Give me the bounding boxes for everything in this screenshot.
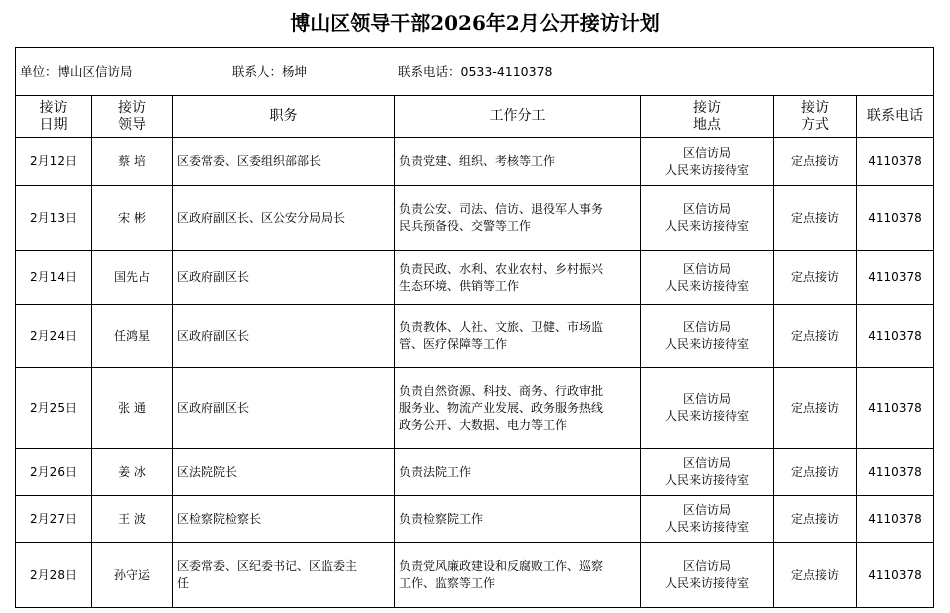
date-cell: 2月13日 — [16, 186, 92, 251]
table-row — [16, 305, 934, 368]
duty-cell: 负责法院工作 — [395, 449, 641, 496]
position-cell: 区政府副区长 — [173, 305, 395, 368]
header-leader: 接访 领导 — [92, 96, 173, 138]
leader-cell: 宋 彬 — [92, 186, 173, 251]
header-date: 接访 日期 — [16, 96, 92, 138]
info-cell — [16, 48, 934, 96]
tel-cell: 4110378 — [857, 138, 934, 186]
position-cell: 区政府副区长 — [173, 368, 395, 449]
date-cell: 2月14日 — [16, 251, 92, 305]
table-row — [16, 138, 934, 186]
duty-cell: 负责党风廉政建设和反腐败工作、巡察 工作、监察等工作 — [395, 543, 641, 608]
header-row — [16, 96, 934, 138]
table-row — [16, 543, 934, 608]
duty-cell: 负责检察院工作 — [395, 496, 641, 543]
table-row — [16, 186, 934, 251]
tel-cell: 4110378 — [857, 368, 934, 449]
table-row — [16, 251, 934, 305]
method-cell: 定点接访 — [774, 368, 857, 449]
method-cell: 定点接访 — [774, 305, 857, 368]
date-cell: 2月25日 — [16, 368, 92, 449]
date-cell: 2月28日 — [16, 543, 92, 608]
place-cell: 区信访局 人民来访接待室 — [641, 368, 774, 449]
method-cell: 定点接访 — [774, 186, 857, 251]
tel-cell: 4110378 — [857, 449, 934, 496]
duty-cell: 负责自然资源、科技、商务、行政审批 服务业、物流产业发展、政务服务热线 政务公开、大数据、电力等工作 — [395, 368, 641, 449]
duty-cell: 负责党建、组织、考核等工作 — [395, 138, 641, 186]
leader-cell: 蔡 培 — [92, 138, 173, 186]
method-cell: 定点接访 — [774, 543, 857, 608]
place-cell: 区信访局 人民来访接待室 — [641, 543, 774, 608]
place-cell: 区信访局 人民来访接待室 — [641, 449, 774, 496]
position-cell: 区法院院长 — [173, 449, 395, 496]
place-cell: 区信访局 人民来访接待室 — [641, 138, 774, 186]
date-cell: 2月26日 — [16, 449, 92, 496]
position-cell: 区委常委、区纪委书记、区监委主 任 — [173, 543, 395, 608]
duty-cell: 负责教体、人社、文旅、卫健、市场监 管、医疗保障等工作 — [395, 305, 641, 368]
table-row — [16, 449, 934, 496]
tel-cell: 4110378 — [857, 186, 934, 251]
leader-cell: 张 通 — [92, 368, 173, 449]
place-cell: 区信访局 人民来访接待室 — [641, 305, 774, 368]
position-cell: 区检察院检察长 — [173, 496, 395, 543]
page-title: 博山区领导干部2026年2月公开接访计划 — [290, 11, 660, 35]
method-cell: 定点接访 — [774, 496, 857, 543]
unit-label: 单位：博山区信访局 — [20, 64, 133, 79]
tel-cell: 4110378 — [857, 251, 934, 305]
header-position: 职务 — [173, 96, 395, 138]
date-cell: 2月27日 — [16, 496, 92, 543]
position-cell: 区委常委、区委组织部部长 — [173, 138, 395, 186]
table-row — [16, 496, 934, 543]
place-cell: 区信访局 人民来访接待室 — [641, 251, 774, 305]
visit-plan-table — [15, 47, 934, 608]
leader-cell: 王 波 — [92, 496, 173, 543]
method-cell: 定点接访 — [774, 138, 857, 186]
contact-label: 联系人：杨坤 — [232, 64, 308, 79]
method-cell: 定点接访 — [774, 449, 857, 496]
position-cell: 区政府副区长 — [173, 251, 395, 305]
header-method: 接访 方式 — [774, 96, 857, 138]
duty-cell: 负责公安、司法、信访、退役军人事务 民兵预备役、交警等工作 — [395, 186, 641, 251]
date-cell: 2月24日 — [16, 305, 92, 368]
date-cell: 2月12日 — [16, 138, 92, 186]
method-cell: 定点接访 — [774, 251, 857, 305]
tel-cell: 4110378 — [857, 305, 934, 368]
duty-cell: 负责民政、水利、农业农村、乡村振兴 生态环境、供销等工作 — [395, 251, 641, 305]
leader-cell: 任鸿星 — [92, 305, 173, 368]
leader-cell: 姜 冰 — [92, 449, 173, 496]
place-cell: 区信访局 人民来访接待室 — [641, 496, 774, 543]
position-cell: 区政府副区长、区公安分局局长 — [173, 186, 395, 251]
place-cell: 区信访局 人民来访接待室 — [641, 186, 774, 251]
table-row — [16, 368, 934, 449]
leader-cell: 国先占 — [92, 251, 173, 305]
info-row — [16, 48, 934, 96]
header-tel: 联系电话 — [857, 96, 934, 138]
header-place: 接访 地点 — [641, 96, 774, 138]
tel-cell: 4110378 — [857, 496, 934, 543]
leader-cell: 孙守运 — [92, 543, 173, 608]
header-duty: 工作分工 — [395, 96, 641, 138]
phone-label: 联系电话：0533-4110378 — [398, 64, 553, 79]
tel-cell: 4110378 — [857, 543, 934, 608]
